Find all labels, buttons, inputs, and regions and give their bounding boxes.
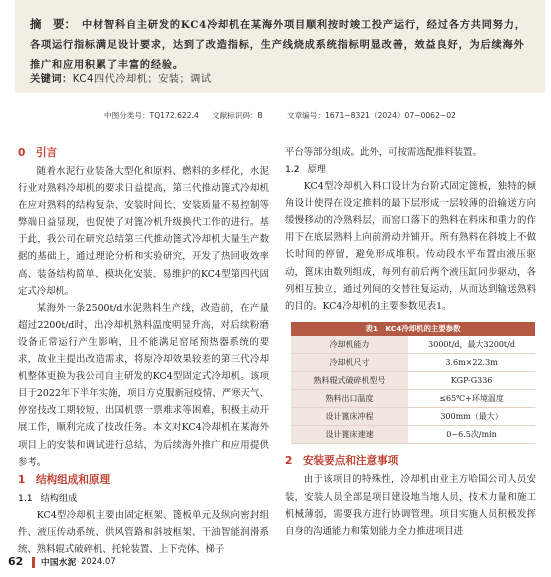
clc-number: 中图分类号：TQ172.622.4 xyxy=(104,111,199,120)
left-column xyxy=(18,144,269,558)
table-spacer xyxy=(285,444,536,452)
table-cell-value: 300mm（最大） xyxy=(408,408,535,426)
abstract-label: 摘 要： xyxy=(30,17,76,31)
heading-introduction: 0 引言 xyxy=(18,147,58,159)
subheading-principle-title: 原理 xyxy=(307,164,326,176)
table-cell-param: 冷却机能力 xyxy=(291,336,408,354)
subheading-structure xyxy=(18,490,269,507)
classification-line xyxy=(0,110,551,124)
table-cell-param: 设计篦床速速 xyxy=(291,426,408,444)
abstract-text: 中材智科自主研发的KC4冷却机在某海外项目顺利按时竣工投产运行，经过各方共同努力，各项运行指标满足设计要求，达到了改造指标，生产线烧成系统指标明显改善，效益良好，为后续海外推广和应用积累了丰富的经验。 xyxy=(30,19,526,71)
keywords-line xyxy=(30,70,530,85)
principle-paragraph: KC4型冷却机入料口设计为台阶式固定篦板，独特的倾角设计使得在设定推料的最下层形成一层较薄的沿输送方向缓慢移动的冷熟料层，而窑口落下的熟料在料床和重力的作用下在底层熟料上向前滑动并铺开。所有熟料在斜坡上不做长时间的停留，避免形成堆积。传动段水平布置由液压驱动，篦床由数列组成，每列有前后两个液压缸同步驱动，各列相互独立，通过列间的交替往复运动，从而达到输送熟料的目的。KC4冷却机的主要参数见表1。 xyxy=(285,181,536,312)
subheading-principle-number: 1.2 xyxy=(285,164,300,176)
footer-divider-bar xyxy=(32,557,35,568)
parameters-table xyxy=(291,322,535,445)
intro-paragraph-1: 随着水泥行业装备大型化和原料、燃料的多样化，水泥行业对熟料冷却机的要求日益提高，第三代推动篦式冷却机在应对熟料的结构复杂、安装时间长、安装质量不易控制等弊端日益显现，也促使了对篦冷机升级换代工作的进行。基于此，我公司在研究总结第三代推动篦式冷却机大量生产数据的基础上，通过理论分析和实验研究，开发了热回收效率高、装备结构简单、模块化安装、易维护的KC4型第四代固定式冷却机。 xyxy=(18,166,269,297)
table-title: 表1 KC4冷却机的主要参数 xyxy=(291,322,535,336)
page-number: 62 xyxy=(8,555,24,568)
subheading-principle xyxy=(285,161,536,178)
table-cell-param: 设计篦床冲程 xyxy=(291,408,408,426)
abstract-paragraph xyxy=(30,14,530,75)
table-cell-param: 熟料出口温度 xyxy=(291,390,408,408)
structure-paragraph-continued: 平台等部分组成。此外，可按需选配推料装置。 xyxy=(285,147,482,158)
heading-structure-principle: 1 结构组成和原理 xyxy=(18,473,111,486)
table-cell-param: 熟料辊式破碎机型号 xyxy=(291,372,408,390)
table-cell-value: 3.6m×22.3m xyxy=(408,353,535,371)
document-code: 文献标识码：B xyxy=(212,111,263,120)
issue-date: 2024.07 xyxy=(81,556,116,566)
table-row xyxy=(291,390,535,408)
table-cell-value: ≤65℃+环境温度 xyxy=(408,390,535,408)
intro-paragraph-2: 某海外一条2500t/d水泥熟料生产线，改造前，在产量超过2200t/d时，出冷却机熟料温度明显升高，对后续粉磨设备正常运行产生影响，且不能满足窑尾预热器系统的要求，故业主提出改造需求，将原冷却效果较差的第三代冷却机整体更换为我公司自主研发的KC4型固定式冷却机。该项目于2022年下半年实施，项目方克服新冠疫情、严寒天气、停窑技改工期较短、出国机票一票难求等困难，积极主动开展工作，顺利完成了技改任务。本文对KC4冷却机在某海外项目上的安装和调试进行总结，为后续海外推广和应用提供参考。 xyxy=(18,302,269,468)
abstract-box xyxy=(15,0,545,93)
article-id: 文章编号：1671−8321（2024）07−0062−02 xyxy=(287,111,456,120)
keywords-text: KC4四代冷却机；安装；调试 xyxy=(72,74,212,85)
keywords-label: 关键词： xyxy=(30,74,73,85)
table-cell-param: 冷却机尺寸 xyxy=(291,353,408,371)
subheading-structure-title: 结构组成 xyxy=(40,492,78,504)
table-cell-value: KGP-G336 xyxy=(408,372,535,390)
structure-paragraph: KC4型冷却机主要由固定框架、篦板单元及纵向密封组件、液压传动系统、供风管路和斜坡框架、干油智能润滑系统、熟料辊式破碎机、托轮装置、上下壳体、梯子 xyxy=(18,509,269,555)
right-column xyxy=(285,144,536,540)
table-row xyxy=(291,353,535,371)
parameters-table-body xyxy=(291,336,535,445)
table-row xyxy=(291,408,535,426)
table-cell-value: 3000t/d，最大3200t/d xyxy=(408,336,535,354)
table-row xyxy=(291,426,535,444)
subheading-structure-number: 1.1 xyxy=(18,492,33,504)
table-row xyxy=(291,336,535,354)
table-cell-value: 0~6.5次/min xyxy=(408,426,535,444)
table-row xyxy=(291,372,535,390)
journal-name: 中国水泥 xyxy=(41,558,77,568)
heading-installation: 2 安装要点和注意事项 xyxy=(285,455,399,468)
page-footer xyxy=(0,554,551,572)
installation-paragraph: 由于该项目的特殊性，冷却机由业主方哈国公司人员安装，安装人员全部是项目建设地当地人员，技术力量和施工机械薄弱，需要我方进行协调管理。项目实施人员积极发挥自身的沟通能力和策划能力全力推进项目进 xyxy=(285,474,536,537)
